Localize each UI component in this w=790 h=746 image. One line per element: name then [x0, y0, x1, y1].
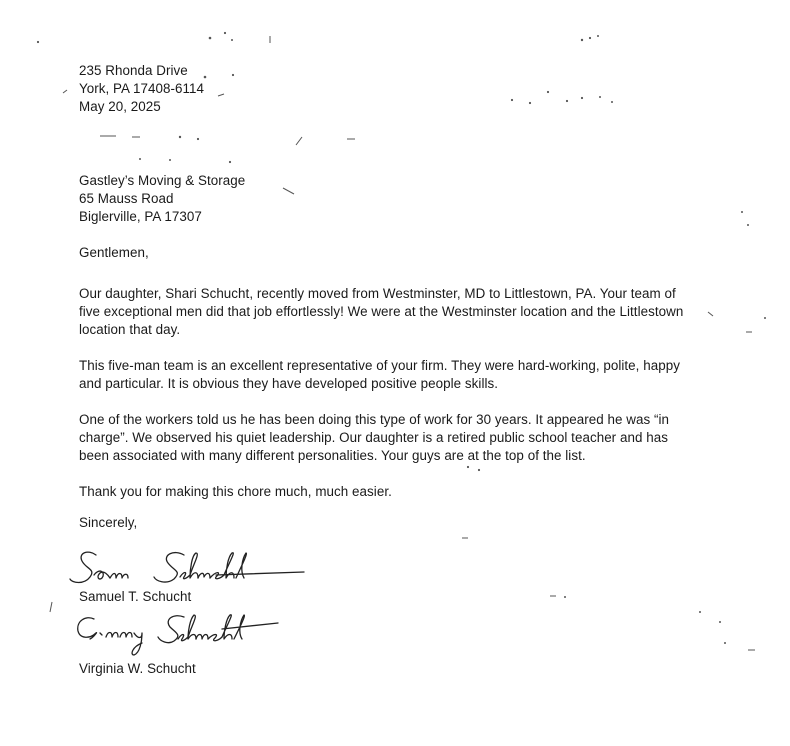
recipient-address	[79, 172, 245, 226]
signature-samuel	[66, 545, 306, 593]
paragraph-line: five exceptional men did that job effortlessly! We were at the Westminster location and the Littlestown	[79, 304, 684, 319]
sender-address	[79, 62, 204, 116]
paragraph-line: been associated with many different personalities. Your guys are at the top of the list.	[79, 448, 586, 463]
sender-city-line: York, PA 17408-6114	[79, 81, 205, 96]
paragraph-line: location that day.	[79, 322, 181, 337]
paragraph-line: This five-man team is an excellent representative of your firm. They were hard-working, polite, happy	[79, 358, 680, 373]
signature-virginia	[72, 609, 282, 659]
recipient-street: 65 Mauss Road	[79, 191, 174, 206]
paragraph-line: Our daughter, Shari Schucht, recently moved from Westminster, MD to Littlestown, PA. Your team of	[79, 286, 676, 301]
paragraph-1	[79, 285, 719, 339]
signer-2-printed-name: Virginia W. Schucht	[79, 661, 196, 676]
paragraph-line: One of the workers told us he has been doing this type of work for 30 years. It appeared he was “in	[79, 412, 670, 427]
recipient-city-line: Biglerville, PA 17307	[79, 209, 202, 224]
salutation: Gentlemen,	[79, 245, 149, 260]
paragraph-line: charge”. We observed his quiet leadership. Our daughter is a retired public school teacher and has	[79, 430, 668, 445]
closing: Sincerely,	[79, 515, 138, 530]
sender-street: 235 Rhonda Drive	[79, 63, 188, 78]
paragraph-4	[79, 483, 719, 501]
recipient-name: Gastley’s Moving & Storage	[79, 173, 246, 188]
paragraph-line: Thank you for making this chore much, much easier.	[79, 484, 392, 499]
paragraph-3	[79, 411, 719, 465]
paragraph-2	[79, 357, 719, 393]
letter-date: May 20, 2025	[79, 99, 161, 114]
signer-1-printed-name: Samuel T. Schucht	[79, 589, 192, 604]
paragraph-line: and particular. It is obvious they have developed positive people skills.	[79, 376, 499, 391]
